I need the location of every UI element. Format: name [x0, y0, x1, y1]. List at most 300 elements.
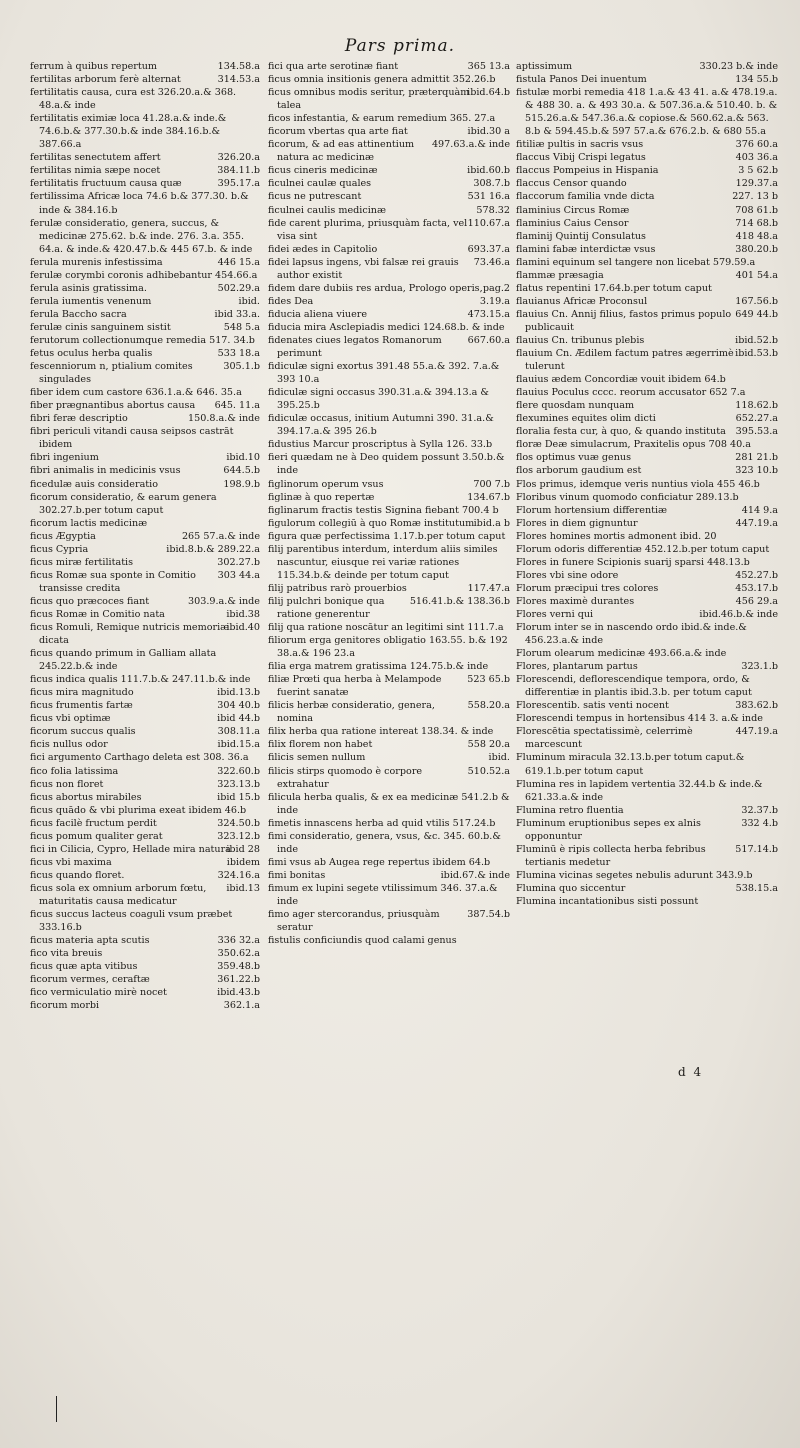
index-entry — [516, 869, 778, 882]
entry-text: ficus facilè fructum perdit — [30, 817, 157, 829]
entry-text: filiorum erga genitores obligatio 163.55. b.& 192 38.a.& 196 23.a — [268, 635, 508, 660]
entry-reference: 456 29.a — [735, 595, 778, 607]
entry-text: fidiculæ signi occasus 390.31.a.& 394.13.a & 395.25.b — [268, 387, 489, 412]
index-entry — [268, 699, 510, 725]
entry-reference: ibid 44.b — [217, 713, 260, 725]
index-entry — [516, 491, 778, 504]
index-entry — [268, 504, 510, 517]
entry-reference: 3 5 62.b — [738, 165, 778, 177]
entry-text: Flores, plantarum partus — [516, 661, 638, 673]
entry-text: filij qua ratione noscātur an legitimi sint 111.7.a — [268, 622, 504, 634]
entry-reference: ibid.13 — [226, 882, 260, 894]
entry-reference: 446 15.a — [217, 256, 260, 268]
entry-reference: ibid.38 — [226, 608, 260, 620]
entry-text: fici qua arte serotinæ fiant — [268, 61, 399, 72]
entry-reference: 304 40.b — [217, 700, 260, 712]
index-entry — [516, 504, 778, 517]
entry-reference: 365 13.a — [467, 61, 510, 72]
index-entry — [516, 882, 778, 895]
entry-text: flaminius Circus Romæ — [516, 204, 630, 216]
entry-text: fescenniorum n, ptialium comites singulades — [30, 361, 193, 386]
entry-reference: 308.11.a — [217, 726, 260, 738]
index-entry — [30, 464, 260, 477]
entry-reference: 558 20.a — [467, 739, 510, 751]
entry-text: flaccorum familia vnde dicta — [516, 191, 655, 203]
index-entry — [516, 660, 778, 673]
entry-reference: 118.62.b — [735, 400, 778, 412]
index-entry — [268, 660, 510, 673]
entry-text: ficorum vbertas qua arte fiat — [268, 126, 408, 138]
index-entry — [30, 725, 260, 738]
entry-text: fimo ager stercorandus, priusquàm seratur — [268, 909, 440, 934]
index-entry — [30, 425, 260, 451]
index-entry — [516, 556, 778, 569]
index-entry — [268, 869, 510, 882]
entry-reference: 414 9.a — [741, 504, 778, 516]
entry-reference: ibid.43.b — [217, 987, 260, 999]
entry-text: fibri animalis in medicinis vsus — [30, 465, 181, 477]
signature-mark: d 4 — [678, 1065, 704, 1079]
index-entry — [516, 595, 778, 608]
index-entry — [516, 282, 778, 295]
entry-text: ficedulæ auis consideratio — [30, 478, 158, 490]
index-entry — [30, 491, 260, 517]
index-entry — [516, 386, 778, 399]
entry-text: ficus omnibus modis seritur, præterquàm talea — [268, 87, 470, 112]
entry-text: ficis nullus odor — [30, 739, 108, 751]
entry-reference: 667.60.a — [467, 334, 510, 346]
index-entry — [516, 138, 778, 151]
entry-reference: 227. 13 b — [732, 191, 778, 203]
entry-text: flauius ædem Concordiæ vouit ibidem 64.b — [516, 374, 726, 386]
entry-text: ficus Romæ in Comitio nata — [30, 608, 165, 620]
index-entry — [516, 425, 778, 438]
entry-text: flauius Poculus cccc. reorum accusator 652 7.a — [516, 387, 746, 399]
entry-reference: 644.5.b — [223, 465, 260, 477]
entry-text: fertilitas arborum ferè alternat — [30, 74, 181, 86]
index-entry — [268, 634, 510, 660]
index-entry — [30, 673, 260, 686]
index-entry — [516, 243, 778, 256]
entry-reference: pag.2 — [482, 282, 510, 294]
entry-text: ficus indica qualis 111.7.b.& 247.11.b.& inde — [30, 674, 251, 686]
entry-reference: 523 65.b — [467, 674, 510, 686]
entry-text: fimi bonitas — [268, 869, 326, 881]
entry-text: ferula Baccho sacra — [30, 308, 127, 320]
entry-text: ferulæ corymbi coronis adhibebantur 454.66.a — [30, 269, 258, 281]
entry-reference: 516.41.b.& 138.36.b — [409, 595, 510, 607]
entry-text: filicula herba qualis, & ex ea medicinæ 541.2.b & inde — [268, 791, 510, 816]
entry-text: ficus cineris medicinæ — [268, 165, 378, 177]
entry-reference: 538.15.a — [735, 882, 778, 894]
index-entry — [516, 73, 778, 86]
entry-text: flos optimus vuæ genus — [516, 452, 632, 464]
entry-text: ficus vbi optimæ — [30, 713, 111, 725]
entry-text: fertilissima Africæ loca 74.6 b.& 377.30. b.& inde & 384.16.b — [30, 191, 249, 216]
index-entry — [268, 138, 510, 164]
entry-text: fico vermiculatio mirè nocet — [30, 987, 167, 999]
entry-text: ficulnei caulis medicinæ — [268, 204, 386, 216]
index-entry — [268, 86, 510, 112]
index-entry — [30, 947, 260, 960]
index-entry — [268, 73, 510, 86]
index-entry — [30, 712, 260, 725]
index-entry — [268, 321, 510, 334]
entry-text: filij patribus rarò prouerbios — [268, 582, 407, 594]
entry-text: ficorum succus qualis — [30, 726, 136, 738]
entry-text: filia erga matrem gratissima 124.75.b.& inde — [268, 661, 489, 673]
entry-reference: ibid.53.b — [735, 348, 778, 360]
entry-reference: 322.60.b — [217, 765, 260, 777]
entry-text: fibri periculi vitandi causa seipsos castrāt ibidem — [30, 426, 234, 451]
entry-text: fiducia mira Asclepiadis medici 124.68.b. & inde — [268, 321, 505, 333]
index-entry — [268, 412, 510, 438]
index-entry — [268, 256, 510, 282]
entry-text: Florum præcipui tres colores — [516, 582, 659, 594]
entry-reference: 302.27.b — [217, 556, 260, 568]
entry-text: ferulæ consideratio, genera, succus, & medicinæ 275.62. b.& inde. 276. 3.a. 355. 64.a. & inde.& 420.47.b.& 445 67.b. & inde — [30, 217, 253, 255]
entry-text: filij parentibus interdum, interdum aliis similes nascuntur, eiusque rei variæ rationes 115.34.b.& deinde per totum caput — [268, 543, 498, 581]
entry-reference: ibid.15.a — [217, 739, 260, 751]
entry-reference: 134.58.a — [217, 61, 260, 72]
entry-text: fidei ædes in Capitolio — [268, 243, 378, 255]
index-entry — [516, 569, 778, 582]
entry-reference: 110.67.a — [467, 217, 510, 229]
entry-reference: 303 44.a — [217, 569, 260, 581]
entry-text: ficus quæ apta vitibus — [30, 961, 138, 973]
entry-reference: 323.12.b — [217, 830, 260, 842]
entry-text: fimi vsus ab Augea rege repertus ibidem 64.b — [268, 856, 491, 868]
entry-text: ferrum à quibus repertum — [30, 61, 157, 72]
index-entry — [268, 282, 510, 295]
index-entry — [516, 399, 778, 412]
entry-text: flatus repentini 17.64.b.per totum caput — [516, 282, 712, 294]
index-entry — [30, 608, 260, 621]
index-entry — [30, 791, 260, 804]
entry-reference: 645. 11.a — [214, 400, 260, 412]
index-entry — [30, 530, 260, 543]
entry-text: Flores in funere Scipionis suarij sparsi 448.13.b — [516, 556, 750, 568]
entry-text: ficorum lactis medicinæ — [30, 517, 148, 529]
entry-reference: 380.20.b — [735, 243, 778, 255]
index-entry — [268, 360, 510, 386]
entry-text: Flos primus, idemque veris nuntius viola 455 46.b — [516, 478, 760, 490]
entry-text: flammæ præsagia — [516, 269, 604, 281]
entry-text: fistulis conficiundis quod calami genus — [268, 935, 457, 947]
entry-text: fidei lapsus ingens, vbi falsæ rei grauis author existit — [268, 256, 459, 281]
index-entry — [30, 308, 260, 321]
index-entry — [516, 712, 778, 725]
index-entry — [30, 412, 260, 425]
index-entry — [30, 269, 260, 282]
index-entry — [30, 882, 260, 908]
index-entry — [268, 725, 510, 738]
index-entry — [268, 738, 510, 751]
index-entry — [268, 190, 510, 203]
entry-reference: 452.27.b — [735, 569, 778, 581]
entry-reference: 308.7.b — [473, 178, 510, 190]
entry-text: Florum inter se in nascendo ordo ibid.& inde.& 456.23.a.& inde — [516, 622, 747, 647]
entry-reference: 714 68.b — [735, 217, 778, 229]
entry-reference: ibid. — [238, 295, 260, 307]
index-entry — [516, 608, 778, 621]
entry-reference: ibid.64.b — [467, 87, 510, 99]
entry-text: flauius Cn. Annij filius, fastos primus populo publicauit — [516, 308, 732, 333]
index-entry — [268, 621, 510, 634]
index-entry — [268, 386, 510, 412]
entry-reference: 533 18.a — [217, 348, 260, 360]
entry-reference: 708 61.b — [735, 204, 778, 216]
index-entry — [30, 334, 260, 347]
entry-text: Florum hortensium differentiæ — [516, 504, 668, 516]
entry-text: fimetis innascens herba ad quid vtilis 517.24.b — [268, 817, 496, 829]
index-entry — [268, 595, 510, 621]
entry-reference: ibid.a b — [473, 517, 510, 529]
index-entry — [30, 778, 260, 791]
index-entry — [30, 817, 260, 830]
index-entry — [268, 60, 510, 73]
index-entry — [268, 530, 510, 543]
entry-text: ficus sola ex omnium arborum fœtu, maturitatis causa medicatur — [30, 882, 207, 907]
entry-reference: 332 4.b — [741, 817, 778, 829]
entry-text: fistula Panos Dei inuentum — [516, 74, 647, 86]
entry-text: ficus non floret — [30, 778, 104, 790]
index-entry — [516, 621, 778, 647]
index-entry — [30, 856, 260, 869]
index-entry — [30, 699, 260, 712]
index-entry — [30, 282, 260, 295]
index-column-2 — [268, 60, 510, 947]
entry-reference: 350.62.a — [217, 948, 260, 960]
index-entry — [268, 334, 510, 360]
index-entry — [30, 830, 260, 843]
entry-text: fibri ingenium — [30, 452, 99, 464]
entry-reference: ibid 28 — [226, 843, 260, 855]
index-entry — [516, 164, 778, 177]
entry-text: fibri feræ descriptio — [30, 413, 128, 425]
entry-text: Florescendi tempus in hortensibus 414 3. a.& inde — [516, 713, 763, 725]
entry-reference: 447.19.a — [735, 517, 778, 529]
entry-reference: 198.9.b — [223, 478, 260, 490]
entry-reference: 336 32.a — [217, 935, 260, 947]
index-entry — [30, 321, 260, 334]
entry-text: ficus Cypria — [30, 543, 89, 555]
entry-text: fidustius Marcur proscriptus à Sylla 126. 33.b — [268, 439, 493, 451]
index-entry — [30, 451, 260, 464]
entry-text: ficus mira magnitudo — [30, 687, 134, 699]
index-entry — [268, 295, 510, 308]
entry-text: ficorum morbi — [30, 1000, 100, 1012]
entry-reference: 510.52.a — [467, 765, 510, 777]
entry-text: Flumina res in lapidem vertentia 32.44.b & inde.& 621.33.a.& inde — [516, 778, 763, 803]
index-entry — [516, 530, 778, 543]
entry-text: ferutorum collectionumque remedia 517. 34.b — [30, 334, 255, 346]
entry-text: flamini fabæ interdictæ vsus — [516, 243, 656, 255]
entry-text: ficulnei caulæ quales — [268, 178, 372, 190]
entry-text: fiducia aliena viuere — [268, 308, 368, 320]
index-entry — [516, 464, 778, 477]
index-entry — [516, 347, 778, 373]
entry-text: ferulæ cinis sanguinem sistit — [30, 321, 171, 333]
entry-text: filiæ Prœti qua herba à Melampode fuerint sanatæ — [268, 674, 442, 699]
index-entry — [516, 295, 778, 308]
entry-text: fico vita breuis — [30, 948, 103, 960]
entry-text: fertilitatis fructuum causa quæ — [30, 178, 182, 190]
entry-reference: ibid.10 — [226, 452, 260, 464]
index-entry — [268, 438, 510, 451]
entry-reference: 305.1.b — [223, 361, 260, 373]
entry-reference: 531 16.a — [467, 191, 510, 203]
index-entry — [268, 478, 510, 491]
entry-text: fidiculæ occasus, initium Autumni 390. 31.a.& 394.17.a.& 395 26.b — [268, 413, 494, 438]
index-entry — [30, 217, 260, 256]
entry-text: fici argumento Carthago deleta est 308. 36.a — [30, 752, 249, 764]
index-entry — [516, 451, 778, 464]
index-entry — [268, 882, 510, 908]
entry-text: fidem dare dubiis res ardua, Prologo operis, — [268, 282, 483, 294]
index-entry — [30, 543, 260, 556]
index-entry — [268, 125, 510, 138]
entry-reference: 359.48.b — [217, 961, 260, 973]
entry-text: Fluminū è ripis collecta herba febribus tertianis medetur — [516, 843, 706, 868]
entry-text: fides Dea — [268, 295, 314, 307]
index-entry — [30, 60, 260, 73]
entry-text: Flumina retro fluentia — [516, 804, 624, 816]
entry-reference: 418 48.a — [735, 230, 778, 242]
entry-text: Fluminum miracula 32.13.b.per totum caput.& 619.1.b.per totum caput — [516, 752, 745, 777]
index-entry — [516, 438, 778, 451]
margin-stroke — [56, 1396, 57, 1422]
entry-text: ficus quādo & vbi plurima exeat ibidem 46.b — [30, 804, 247, 816]
index-entry — [516, 778, 778, 804]
entry-reference: 403 36.a — [735, 152, 778, 164]
index-entry — [516, 699, 778, 712]
entry-reference: ibid.8.b.& 289.22.a — [166, 543, 260, 555]
entry-text: fieri quædam ne à Deo quidem possunt 3.50.b.& inde — [268, 452, 505, 477]
entry-text: ficorum vermes, ceraftæ — [30, 974, 150, 986]
entry-text: Florum odoris differentiæ 452.12.b.per totum caput — [516, 543, 770, 555]
index-entry — [30, 999, 260, 1012]
index-entry — [30, 478, 260, 491]
index-entry — [268, 751, 510, 764]
entry-text: fitiliæ pultis in sacris vsus — [516, 139, 644, 151]
entry-reference: 384.11.b — [217, 165, 260, 177]
index-entry — [268, 791, 510, 817]
entry-reference: ibid. — [488, 752, 510, 764]
index-entry — [516, 334, 778, 347]
index-entry — [516, 60, 778, 73]
entry-reference: 303.9.a.& inde — [188, 595, 260, 607]
entry-text: flaccus Censor quando — [516, 178, 627, 190]
entry-reference: 330.23 b.& inde — [699, 61, 778, 72]
entry-reference: 323.1.b — [741, 661, 778, 673]
entry-reference: 73.46.a — [473, 256, 510, 268]
entry-text: filicis semen nullum — [268, 752, 366, 764]
entry-text: fide carent plurima, priusquàm facta, vel visa sint — [268, 217, 468, 242]
entry-text: fetus oculus herba qualis — [30, 348, 153, 360]
entry-text: ficus Ægyptia — [30, 530, 96, 542]
index-entry — [516, 151, 778, 164]
entry-reference: 652.27.a — [735, 413, 778, 425]
entry-text: ficus frumentis fartæ — [30, 700, 133, 712]
entry-text: Fluminum eruptionibus sepes ex alnis opponuntur — [516, 817, 701, 842]
entry-text: ficus quando floret. — [30, 869, 125, 881]
entry-text: fertilitatis causa, cura est 326.20.a.& 368. 48.a.& inde — [30, 87, 237, 112]
entry-text: Flumina incantationibus sisti possunt — [516, 896, 699, 907]
entry-reference: 361.22.b — [217, 974, 260, 986]
entry-text: ficus Romæ sua sponte in Comitio transisse credita — [30, 569, 196, 594]
entry-text: ficus vbi maxima — [30, 856, 112, 868]
index-entry — [30, 765, 260, 778]
index-column-1 — [30, 60, 260, 1012]
index-entry — [268, 204, 510, 217]
index-entry — [30, 973, 260, 986]
entry-reference: 3.19.a — [479, 295, 510, 307]
entry-text: ficorum consideratio, & earum genera 302.27.b.per totum caput — [30, 491, 217, 516]
entry-text: figura quæ perfectissima 1.17.b.per totum caput — [268, 530, 506, 542]
entry-reference: 383.62.b — [735, 700, 778, 712]
entry-text: Flores vbi sine odore — [516, 569, 619, 581]
entry-reference: 265 57.a.& inde — [181, 530, 260, 542]
index-entry — [30, 73, 260, 86]
index-entry — [268, 582, 510, 595]
index-entry — [516, 177, 778, 190]
index-entry — [30, 934, 260, 947]
entry-text: floralia festa cur, à quo, & quando instituta — [516, 426, 726, 438]
entry-reference: 693.37.a — [467, 243, 510, 255]
entry-text: Florum olearum medicinæ 493.66.a.& inde — [516, 648, 727, 660]
entry-text: Flores verni qui — [516, 608, 594, 620]
index-entry — [268, 112, 510, 125]
entry-reference: 129.37.a — [735, 178, 778, 190]
entry-reference: 387.54.b — [467, 909, 510, 921]
entry-reference: 362.1.a — [223, 1000, 260, 1012]
entry-reference: 395.53.a — [735, 426, 778, 438]
index-entry — [30, 908, 260, 934]
entry-text: figlinæ à quo repertæ — [268, 491, 375, 503]
index-entry — [268, 243, 510, 256]
entry-reference: 323 10.b — [735, 465, 778, 477]
index-entry — [30, 804, 260, 817]
index-entry — [30, 869, 260, 882]
entry-text: fimi consideratio, genera, vsus, &c. 345. 60.b.& inde — [268, 830, 501, 855]
entry-text: flaccus Vibij Crispi legatus — [516, 152, 646, 164]
index-entry — [268, 817, 510, 830]
entry-reference: 134.67.b — [467, 491, 510, 503]
entry-reference: 134 55.b — [735, 74, 778, 86]
index-entry — [30, 177, 260, 190]
entry-reference: 700 7.b — [473, 478, 510, 490]
index-entry — [30, 686, 260, 699]
entry-text: fimum ex lupini segete vtilissimum 346. 37.a.& inde — [268, 882, 498, 907]
entry-text: fidiculæ signi exortus 391.48 55.a.& 392. 7.a.& 393 10.a — [268, 361, 500, 386]
entry-text: Florescendi, deflorescendique tempora, ordo, & differentiæ in plantis ibid.3.b. per totum caput — [516, 674, 752, 699]
entry-reference: 453.17.b — [735, 582, 778, 594]
entry-text: flere quosdam nunquam — [516, 400, 635, 412]
entry-text: flauius Cn. tribunus plebis — [516, 334, 645, 346]
index-entry — [30, 517, 260, 530]
entry-reference: ibid.60.b — [467, 165, 510, 177]
index-entry — [268, 491, 510, 504]
index-entry — [268, 765, 510, 791]
entry-reference: 502.29.a — [217, 282, 260, 294]
index-entry — [30, 256, 260, 269]
index-entry — [516, 308, 778, 334]
index-entry — [30, 960, 260, 973]
index-entry — [30, 112, 260, 151]
index-entry — [268, 673, 510, 699]
index-entry — [516, 725, 778, 751]
